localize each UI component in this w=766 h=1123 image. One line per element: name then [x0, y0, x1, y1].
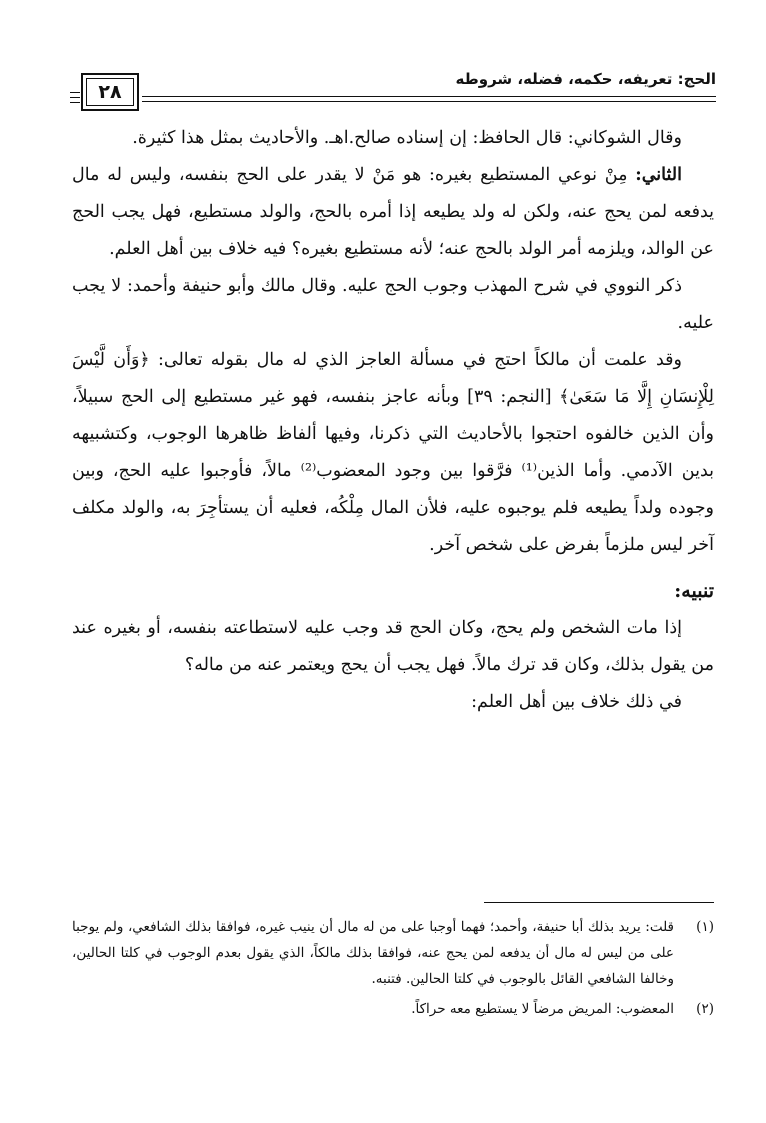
- paragraph: ذكر النووي في شرح المهذب وجوب الحج عليه. وقال مالك وأبو حنيفة وأحمد: لا يجب عليه.: [72, 276, 714, 333]
- paragraph: وقال الشوكاني: قال الحافظ: إن إسناده صالح.اهـ. والأحاديث بمثل هذا كثيرة.: [132, 128, 682, 148]
- paragraph: في ذلك خلاف بين أهل العلم:: [471, 692, 682, 712]
- footnotes: [72, 914, 714, 1026]
- page-number-frame: [81, 73, 139, 111]
- header-rule: [70, 97, 80, 98]
- footnote-text: قلت: يريد بذلك أبا حنيفة، وأحمد؛ فهما أوجبا على من له مال أن ينيب غيره، فوافقا بذلك الشافعي، ولم يوجبا على من ليس له مال أن يدفعه لمن يحج عنه، فوافقا بذلك مالكاً، الذي يقول بعدم الوجوب في كلتا الحالين، وخالفا الشافعي القائل بالوجوب في كلتا الحالين. فتنبه.: [72, 919, 674, 987]
- header-rule: [142, 96, 716, 97]
- footnote-separator: [484, 902, 714, 903]
- running-title: الحج: تعريفه، حكمه، فضله، شروطه: [455, 70, 716, 88]
- footnote-text: المعضوب: المريض مرضاً لا يستطيع معه حراكاً.: [411, 1001, 674, 1017]
- paragraph: إذا مات الشخص ولم يحج، وكان الحج قد وجب عليه لاستطاعته بنفسه، أو بغيره عند من يقول بذلك، وكان قد ترك مالاً. فهل يجب أن يحج ويعتمر عنه من ماله؟: [72, 618, 714, 675]
- paragraph: [72, 157, 714, 268]
- paragraph-lead: الثاني:: [635, 165, 682, 185]
- footnote: [72, 914, 714, 992]
- footnote-number: (١): [696, 919, 714, 935]
- header-rule: [142, 101, 716, 102]
- section-heading: تنبيه:: [674, 580, 714, 602]
- page-header: [70, 64, 716, 114]
- footnote-number: (٢): [696, 1001, 714, 1017]
- header-rule: [70, 102, 80, 103]
- main-text: [72, 120, 714, 721]
- paragraph: وقد علمت أن مالكاً احتج في مسألة العاجز الذي له مال بقوله تعالى: ﴿وَأَن لَّيْسَ لِلْإِنسَانِ إِلَّا مَا سَعَىٰ﴾ [النجم: ٣٩] وبأنه عاجز بنفسه، فهو غير مستطيع إلى الحج سبيلاً، وأن الذين خالفوه احتجوا بالأحاديث التي ذكرنا، وفيها ألفاظ ظاهرها الوجوب، وكتشبيهه بدين الآدمي. وأما الذين⁽¹⁾ فرَّقوا بين وجود المعضوب⁽²⁾ مالاً، فأوجبوا عليه الحج، وبين وجوده ولداً يطيعه فلم يوجبوه عليه، فلأن المال مِلْكُه، فعليه أن يستأجِرَ به، والولد مكلف آخر ليس ملزماً بفرض على شخص آخر.: [72, 350, 715, 555]
- paragraph-text: مِنْ نوعي المستطيع بغيره: هو مَنْ لا يقدر على الحج بنفسه، وليس له مال يدفعه لمن يحج عنه، ولكن له ولد يطيعه إذا أمره بالحج، والولد مستطيع، فهل يجب الحج عن الوالد، ويلزمه أمر الولد بالحج عنه؛ لأنه مستطيع بغيره؟ فيه خلاف بين أهل العلم.: [72, 165, 714, 259]
- header-rule: [70, 92, 80, 93]
- footnote: [72, 996, 714, 1022]
- page-number: ٢٨: [86, 78, 134, 106]
